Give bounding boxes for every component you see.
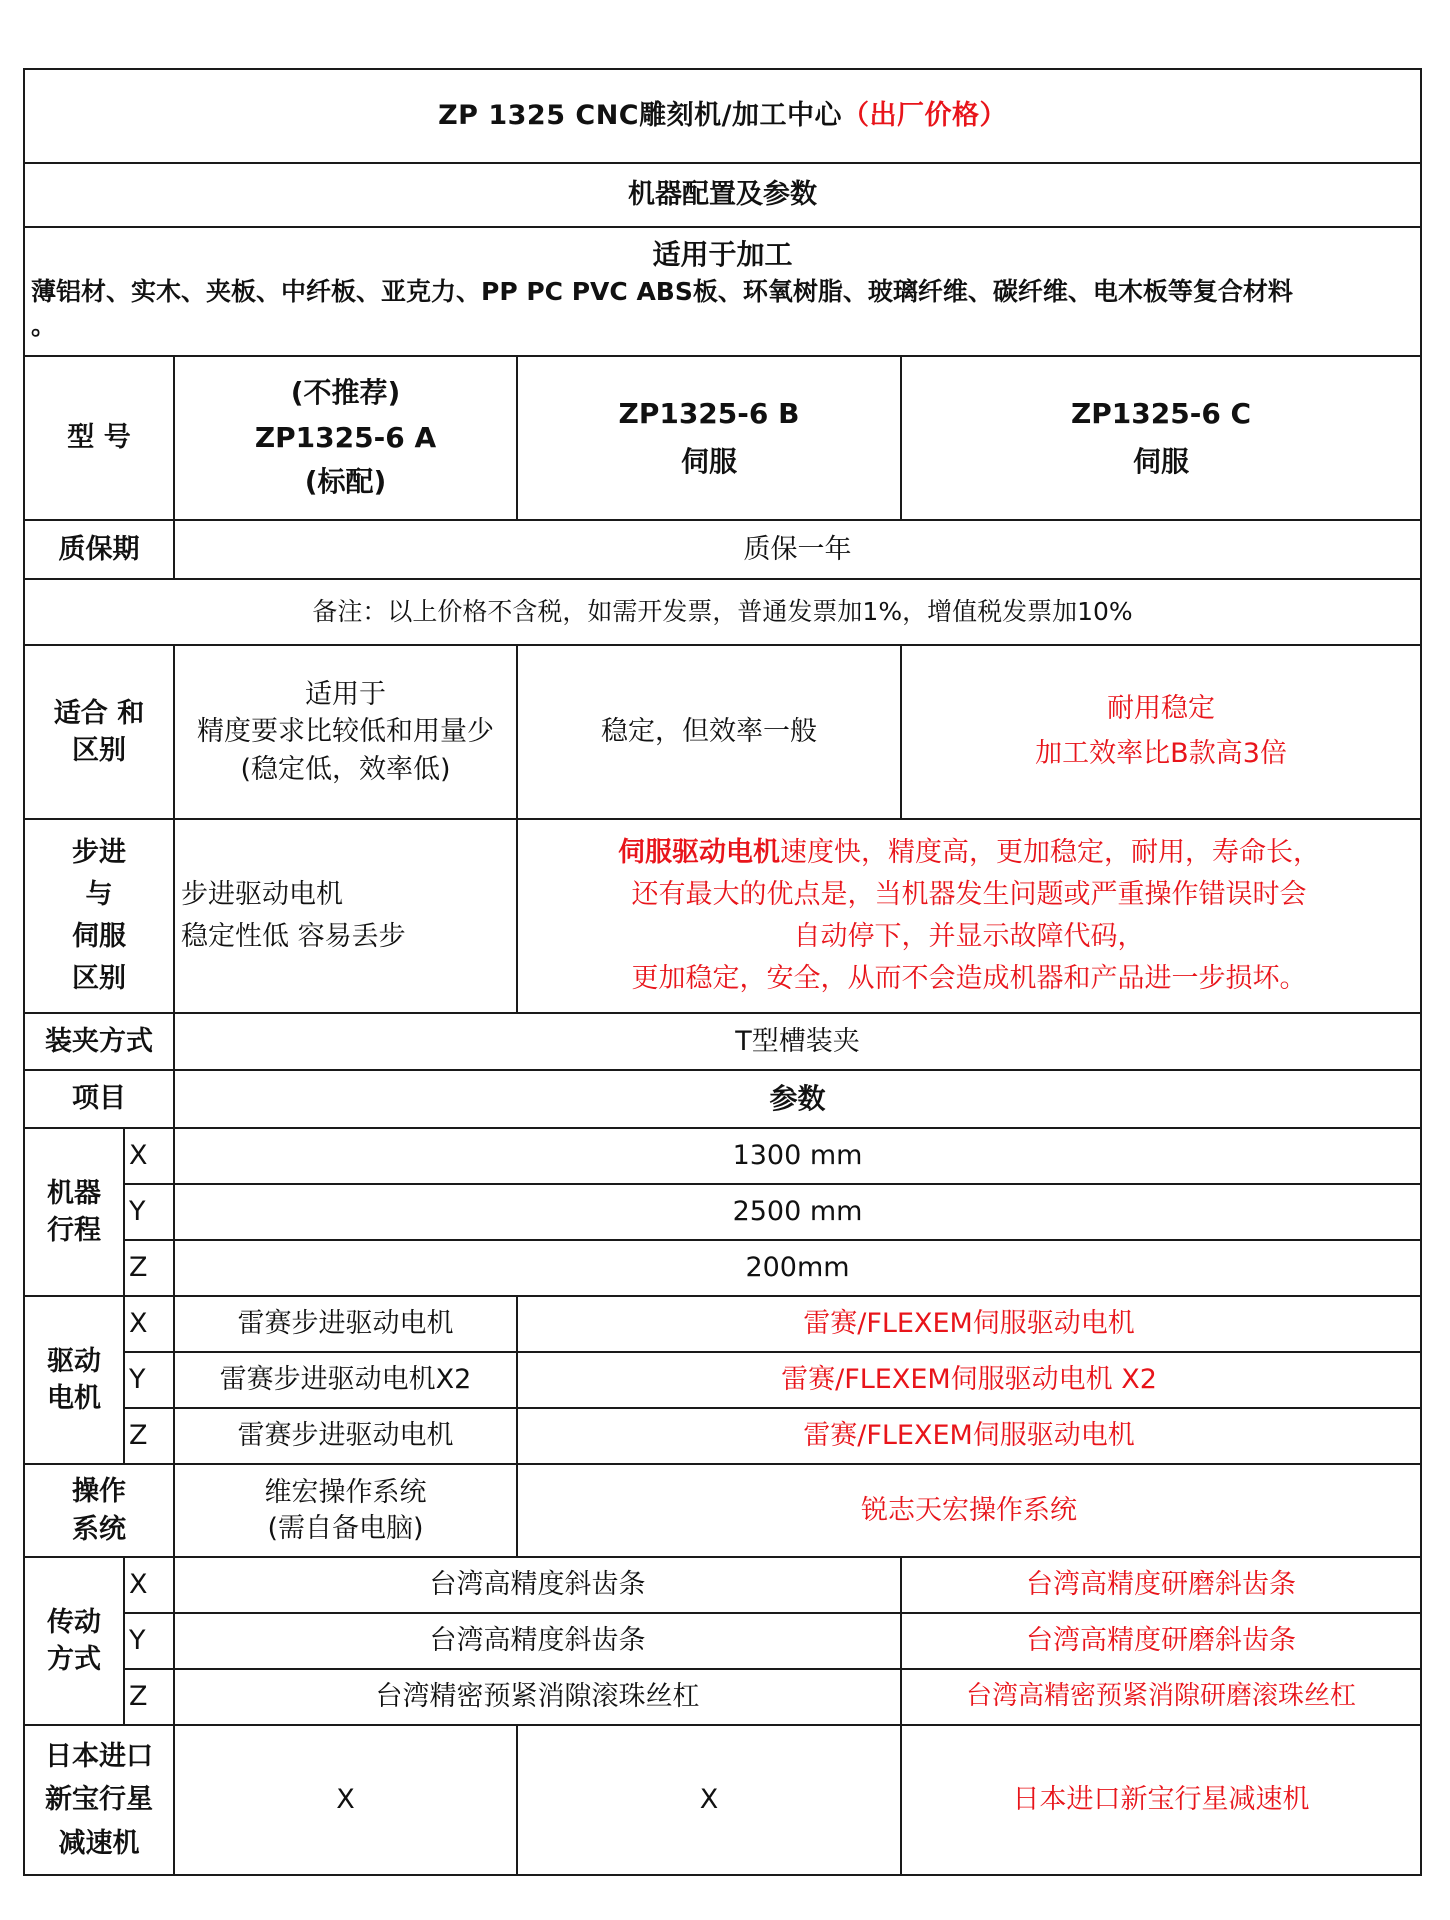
suitability-a [174,645,517,819]
suitability-label-2: 区别 [72,735,126,766]
drive-a-x: 雷赛步进驱动电机 [174,1296,517,1352]
params-header-row [24,1070,1421,1128]
reducer-label-2: 新宝行星 [45,1784,153,1816]
suitability-c-1: 耐用稳定 [1107,693,1216,725]
drive-bc-x: 雷赛/FLEXEM伺服驱动电机 [517,1296,1421,1352]
reducer-row [24,1725,1421,1875]
suitability-b: 稳定，但效率一般 [517,645,901,819]
title-main: ZP 1325 CNC雕刻机/加工中心 [438,100,842,132]
drive-axis-y: Y [124,1352,174,1408]
reducer-label [24,1725,174,1875]
page-title [24,69,1421,163]
drive-a-y: 雷赛步进驱动电机X2 [174,1352,517,1408]
suitability-label-1: 适合 和 [53,697,145,729]
trans-label-1: 传动 [47,1606,101,1638]
section-header-row [24,163,1421,227]
title-row [24,69,1421,163]
os-a-1: 维宏操作系统 [264,1477,427,1509]
suitability-a-2: 精度要求比较低和用量少 [197,716,494,748]
os-label-2: 系统 [72,1513,126,1545]
suitability-label [24,645,174,819]
warranty-value: 质保一年 [174,520,1421,579]
trans-row-z [24,1669,1421,1725]
reducer-label-3: 减速机 [58,1827,140,1859]
trans-c-x: 台湾高精度研磨斜齿条 [901,1557,1421,1613]
motor-diff-a-1: 步进驱动电机 [181,879,343,911]
title-highlight: （出厂价格） [841,100,1007,132]
remark-text: 备注：以上价格不含税，如需开发票，普通发票加1%，增值税发票加10% [24,579,1421,645]
trans-ab-z: 台湾精密预紧消隙滚珠丝杠 [174,1669,901,1725]
reducer-c: 日本进口新宝行星减速机 [901,1725,1421,1875]
motor-diff-bc [517,819,1421,1013]
model-b-name: ZP1325-6 B [618,397,800,431]
motor-diff-label [24,819,174,1013]
travel-axis-y: Y [124,1184,174,1240]
trans-c-z: 台湾高精密预紧消隙研磨滚珠丝杠 [901,1669,1421,1725]
applicable-heading: 适用于加工 [652,238,793,271]
os-label-1: 操作 [72,1476,126,1508]
suitability-a-1: 适用于 [305,679,386,711]
trans-label-2: 方式 [47,1644,101,1675]
travel-row-x [24,1128,1421,1184]
drive-label-1: 驱动 [47,1345,101,1377]
model-a-name: ZP1325-6 A [254,420,437,454]
motor-diff-a [174,819,517,1013]
trans-ab-x: 台湾高精度斜齿条 [174,1557,901,1613]
applicable-materials: 薄铝材、实木、夹板、中纤板、亚克力、PP PC PVC ABS板、环氧树脂、玻璃纤维、碳纤维、电木板等复合材料 [31,276,1293,306]
os-bc: 锐志天宏操作系统 [517,1464,1421,1557]
travel-row-y [24,1184,1421,1240]
warranty-label: 质保期 [24,520,174,579]
travel-axis-x: X [124,1128,174,1184]
drive-a-z: 雷赛步进驱动电机 [174,1408,517,1464]
applicable-row [24,227,1421,356]
model-b-sub: 伺服 [680,445,737,478]
trans-axis-z: Z [124,1669,174,1725]
model-label: 型 号 [24,356,174,520]
drive-row-x [24,1296,1421,1352]
travel-axis-z: Z [124,1240,174,1296]
trans-row-y [24,1613,1421,1669]
model-a-cell [174,356,517,520]
os-row [24,1464,1421,1557]
trans-axis-y: Y [124,1613,174,1669]
reducer-a: X [174,1725,517,1875]
motor-diff-row [24,819,1421,1013]
travel-value-y: 2500 mm [174,1184,1421,1240]
drive-axis-z: Z [124,1408,174,1464]
suitability-a-3: (稳定低，效率低) [240,753,451,785]
trans-c-y: 台湾高精度研磨斜齿条 [901,1613,1421,1669]
motor-diff-bc-line-4: 更加稳定，安全，从而不会造成机器和产品进一步损坏。 [631,962,1307,994]
drive-row-y [24,1352,1421,1408]
trans-axis-x: X [124,1557,174,1613]
os-a [174,1464,517,1557]
motor-diff-bc-1 [518,832,1420,874]
params-header-value: 参数 [174,1070,1421,1128]
model-c-sub: 伺服 [1133,445,1190,478]
travel-label-2: 行程 [47,1215,101,1246]
params-header-label: 项目 [24,1070,174,1128]
drive-label-2: 电机 [47,1383,101,1414]
motor-diff-label-2: 与 [85,879,113,911]
reducer-label-1: 日本进口 [45,1741,153,1773]
motor-diff-a-2: 稳定性低 容易丢步 [181,921,406,952]
motor-diff-label-3: 伺服 [72,921,126,952]
motor-diff-label-1: 步进 [72,837,126,869]
model-c-name: ZP1325-6 C [1070,397,1252,431]
trans-ab-y: 台湾高精度斜齿条 [174,1613,901,1669]
drive-row-z [24,1408,1421,1464]
travel-value-x: 1300 mm [174,1128,1421,1184]
trans-row-x [24,1557,1421,1613]
suitability-row [24,645,1421,819]
applicable-tail: 。 [31,311,57,341]
model-a-sub: (标配) [304,465,387,499]
os-a-2: (需自备电脑) [267,1512,424,1544]
motor-diff-bc-line-2: 还有最大的优点是，当机器发生问题或严重操作错误时会 [631,879,1307,911]
drive-label [24,1296,124,1464]
travel-label [24,1128,124,1296]
travel-value-z: 200mm [174,1240,1421,1296]
suitability-c [901,645,1421,819]
travel-row-z [24,1240,1421,1296]
motor-diff-label-4: 区别 [72,962,126,994]
section-header: 机器配置及参数 [24,163,1421,227]
clamping-row [24,1013,1421,1070]
motor-diff-bc-line-3: 自动停下，并显示故障代码， [793,921,1145,952]
drive-bc-z: 雷赛/FLEXEM伺服驱动电机 [517,1408,1421,1464]
suitability-c-2: 加工效率比B款高3倍 [1035,738,1287,769]
os-label [24,1464,174,1557]
applicable-cell [24,227,1421,356]
motor-diff-bc-line-1: 速度快，精度高，更加稳定，耐用，寿命长， [780,837,1321,869]
clamping-value: T型槽装夹 [174,1013,1421,1070]
travel-label-1: 机器 [47,1177,101,1209]
remark-row [24,579,1421,645]
warranty-row [24,520,1421,579]
drive-bc-y: 雷赛/FLEXEM伺服驱动电机 X2 [517,1352,1421,1408]
spec-table [23,68,1422,1876]
model-a-note: (不推荐) [290,375,401,409]
drive-axis-x: X [124,1296,174,1352]
servo-motor-strong: 伺服驱动电机 [618,837,781,869]
model-c-cell [901,356,1421,520]
clamping-label: 装夹方式 [24,1013,174,1070]
reducer-b: X [517,1725,901,1875]
model-b-cell [517,356,901,520]
model-row [24,356,1421,520]
trans-label [24,1557,124,1725]
